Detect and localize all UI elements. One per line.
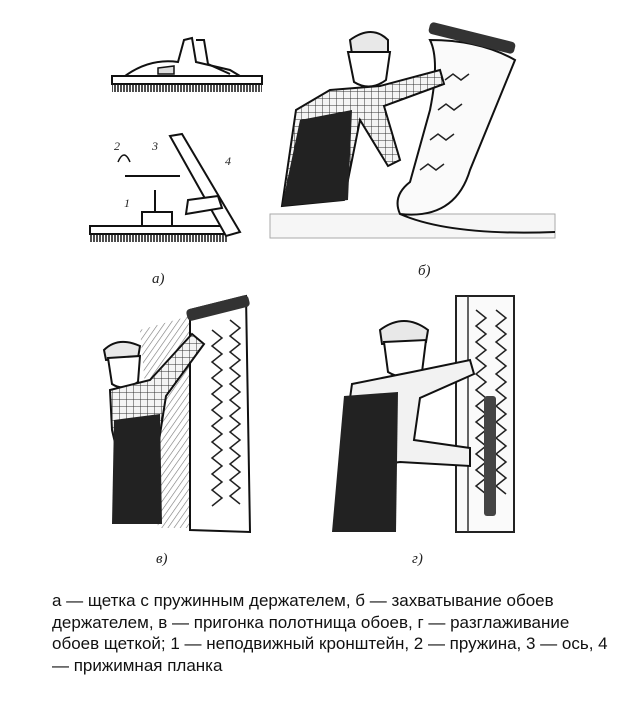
part-number-1: 1 xyxy=(124,196,130,210)
panel-label-v: в) xyxy=(156,551,168,567)
panel-label-g: г) xyxy=(412,551,423,567)
brush-holder-top xyxy=(112,38,262,92)
figure-caption: а — щетка с пружинным держателем, б — захватывание обоев держателем, в — пригонка полотнища обоев, г — разглаживание обоев щеткой; 1 — неподвижный кронштейн, 2 — пружина, 3 — ось, 4 — прижимная планка xyxy=(52,591,608,675)
panel-g xyxy=(332,296,514,567)
panel-label-a: а) xyxy=(152,271,165,287)
panel-b xyxy=(270,22,555,279)
panel-v xyxy=(104,294,251,567)
part-number-4: 4 xyxy=(225,154,231,168)
part-number-3: 3 xyxy=(152,139,158,153)
part-number-2: 2 xyxy=(114,139,120,153)
brush-holder-assembled xyxy=(90,134,240,242)
panel-label-b: б) xyxy=(418,263,431,279)
panel-a xyxy=(90,38,262,287)
